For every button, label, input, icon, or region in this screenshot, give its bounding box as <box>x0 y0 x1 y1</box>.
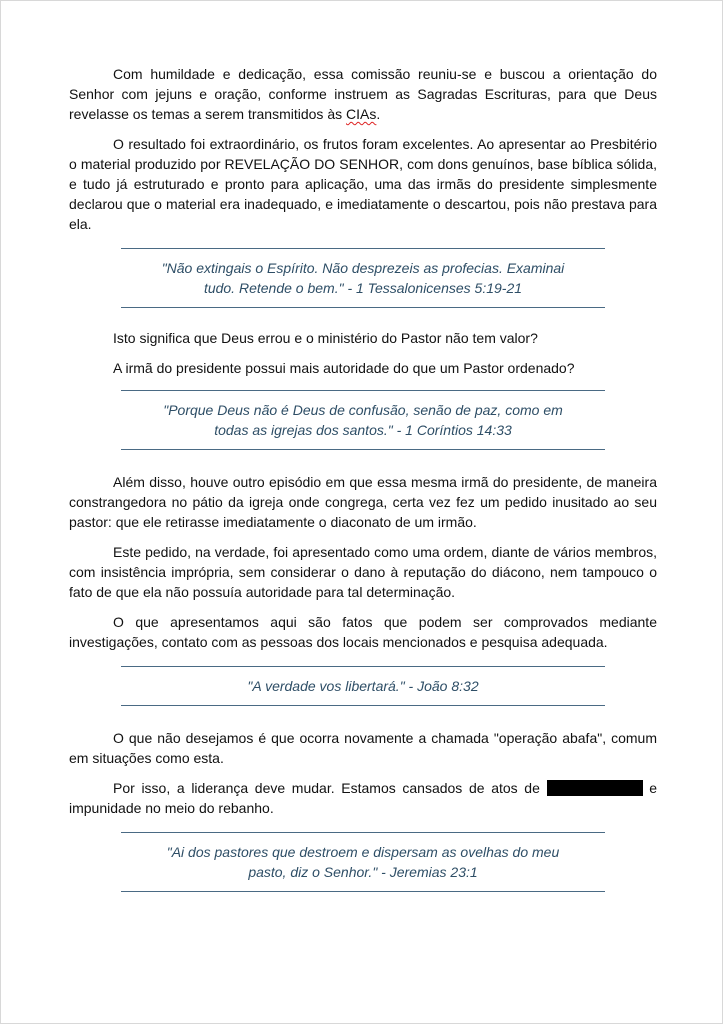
quote-line: "Ai dos pastores que destroem e dispersam as ovelhas do meu <box>166 844 560 860</box>
document-content <box>69 64 657 892</box>
paragraph-commission-end: . <box>376 106 381 122</box>
redaction-box <box>547 780 643 796</box>
paragraph-leadership <box>69 778 657 818</box>
paragraph-operacao-abafa: O que não desejamos é que ocorra novamente a chamada "operação abafa", comum em situações como esta. <box>69 730 657 766</box>
paragraph-leadership-text: Por isso, a liderança deve mudar. Estamos cansados de atos de <box>113 780 547 796</box>
quote-1-tessalonicenses <box>121 248 605 308</box>
paragraph-result: O resultado foi extraordinário, os frutos foram excelentes. Ao apresentar ao Presbitério o material produzido por REVELAÇÃO DO SENHOR, com dons genuínos, base bíblica sólida, e tudo já estruturado e pronto para aplicação, uma das irmãs do presidente simplesmente declarou que o material era inadequado, e imediatamente o descartou, pois não prestava para ela. <box>69 136 657 232</box>
quote-joao <box>121 666 605 706</box>
quote-line: tudo. Retende o bem." - 1 Tessalonicenses 5:19-21 <box>203 280 523 296</box>
question-god-erred: Isto significa que Deus errou e o ministério do Pastor não tem valor? <box>113 330 538 346</box>
paragraph-commission <box>69 64 657 124</box>
quote-jeremias <box>121 832 605 892</box>
quote-line: "Porque Deus não é Deus de confusão, senão de paz, como em <box>163 402 563 418</box>
spellcheck-word-cias: CIAs <box>346 106 377 122</box>
quote-line: todas as igrejas dos santos." - 1 Coríntios 14:33 <box>214 422 512 438</box>
paragraph-episode: Além disso, houve outro episódio em que essa mesma irmã do presidente, de maneira constrangedora no pátio da igreja onde congrega, certa vez fez um pedido inusitado ao seu pastor: que ele retirasse imediatamente o diaconato de um irmão. <box>69 474 657 530</box>
quote-1-corintios <box>121 390 605 450</box>
paragraph-order: Este pedido, na verdade, foi apresentado como uma ordem, diante de vários membros, com insistência imprópria, sem considerar o dano à reputação do diácono, nem tampouco o fato de que ela não possuía autoridade para tal determinação. <box>69 544 657 600</box>
paragraph-facts: O que apresentamos aqui são fatos que podem ser comprovados mediante investigações, contato com as pessoas dos locais mencionados e pesquisa adequada. <box>69 614 657 650</box>
quote-line: "Não extingais o Espírito. Não desprezeis as profecias. Examinai <box>161 260 565 276</box>
paragraph-leadership-end: e impunidade no meio do rebanho. <box>69 780 657 816</box>
quote-line: "A verdade vos libertará." - João 8:32 <box>247 678 479 694</box>
paragraph-commission-text: Com humildade e dedicação, essa comissão reuniu-se e buscou a orientação do Senhor com jejuns e oração, conforme instruem as Sagradas Escrituras, para que Deus revelasse os temas a serem transmitidos às <box>69 66 657 122</box>
quote-line: pasto, diz o Senhor." - Jeremias 23:1 <box>248 864 478 880</box>
question-authority: A irmã do presidente possui mais autoridade do que um Pastor ordenado? <box>113 360 575 376</box>
